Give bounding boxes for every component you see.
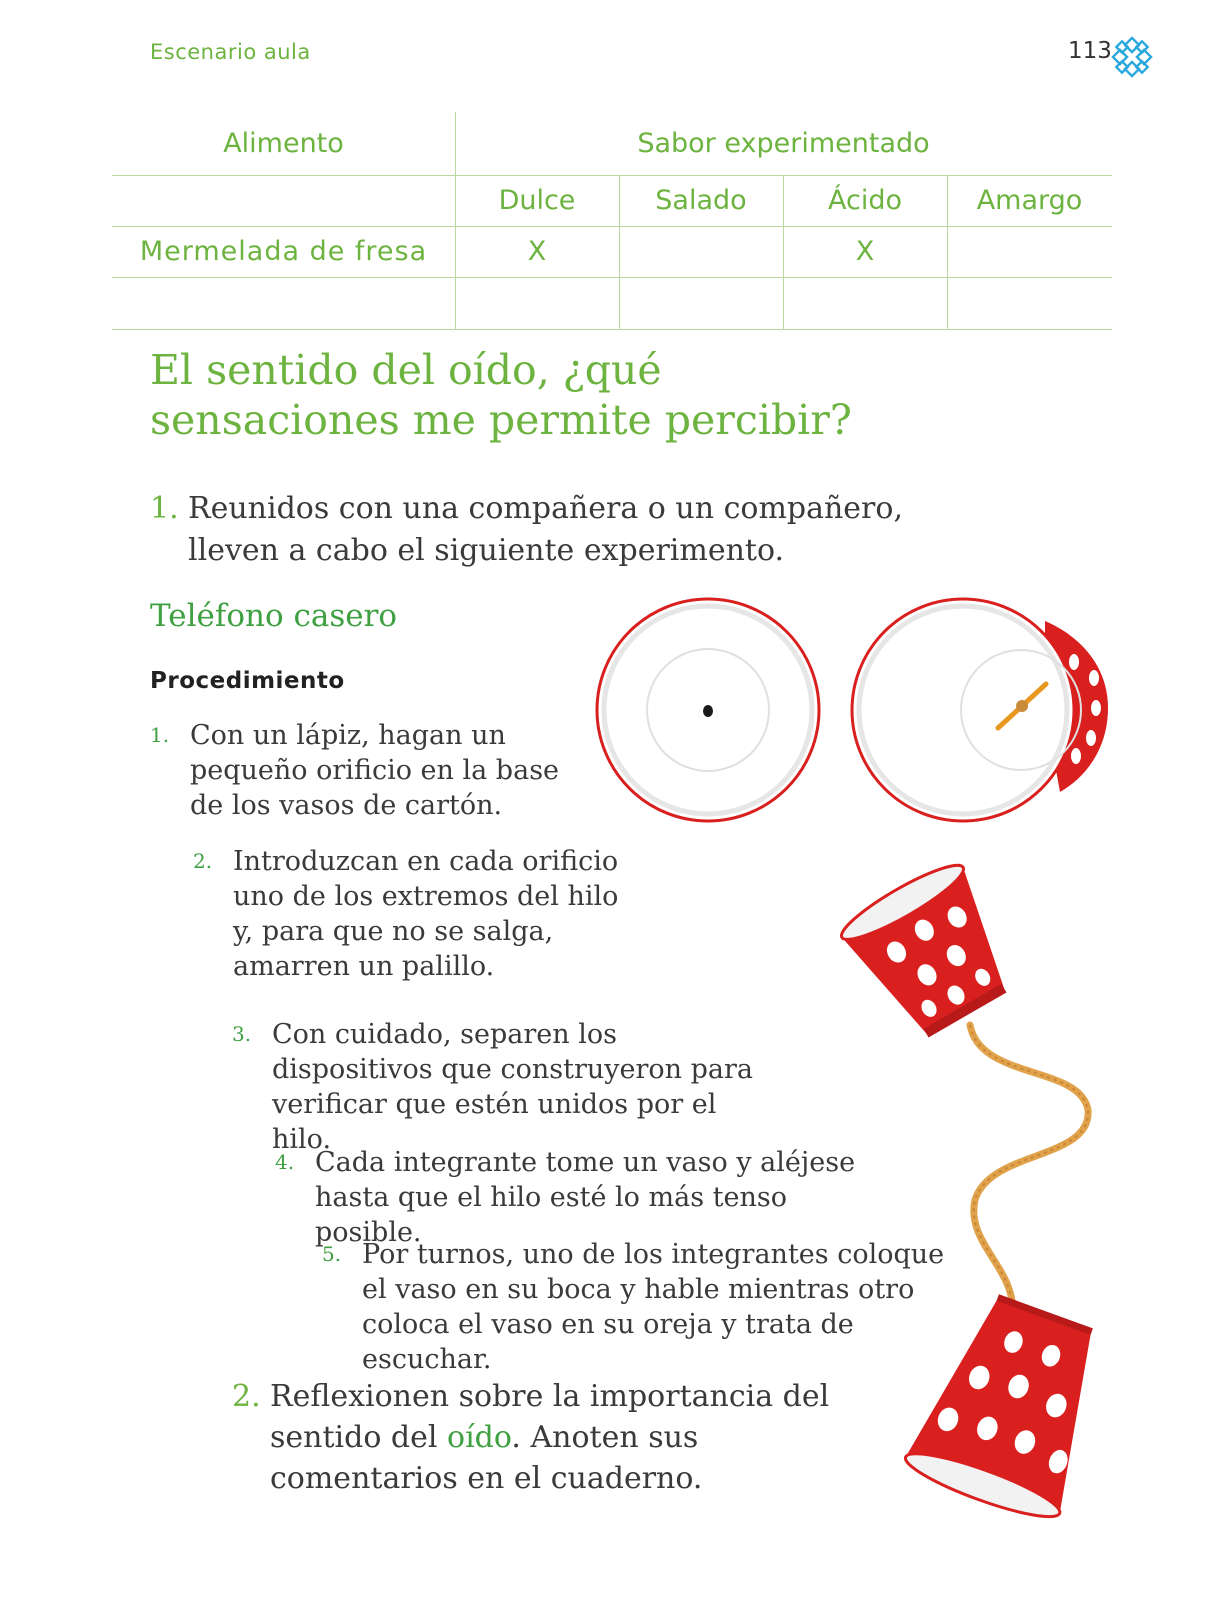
cup-toothpick-view-icon (850, 596, 1112, 824)
question-2 (232, 1376, 852, 1496)
step-text: Introduzcan en cada orificio uno de los extremos del hilo y, para que no se salga, amarren un palillo. (233, 846, 619, 982)
flavor-sour: Ácido (828, 185, 902, 216)
step-number: 1. (150, 723, 170, 747)
step-text: Con cuidado, separen los dispositivos que construyeron para verificar que estén unidos por el hilo. (272, 1019, 753, 1155)
question-2-text-before: Reflexionen sobre la importancia del sentido del (270, 1379, 830, 1455)
question-2-text-after: . Anoten sus comentarios en el cuaderno. (270, 1420, 703, 1496)
question-1-number: 1. (150, 491, 179, 526)
flavor-salty: Salado (655, 185, 747, 216)
mark-sour: X (855, 236, 875, 267)
step-number: 4. (275, 1150, 295, 1174)
string-telephone-icon (830, 850, 1120, 1540)
question-1-text: Reunidos con una compañera o un compañero, lleven a cabo el siguiente experimento. (188, 491, 903, 568)
scenario-label: Escenario aula (150, 40, 311, 64)
mark-sweet: X (527, 236, 547, 267)
flavor-table (112, 112, 1112, 330)
flavor-sweet: Dulce (498, 185, 576, 216)
step-number: 5. (322, 1242, 342, 1266)
step-number: 3. (232, 1022, 252, 1046)
cup-top-view-hole-icon (594, 596, 822, 824)
step-number: 2. (193, 849, 213, 873)
header-food: Alimento (223, 128, 344, 159)
step-text: Por turnos, uno de los integrantes coloque el vaso en su boca y hable mientras otro coloca el vaso en su oreja y trata de escuchar. (362, 1239, 945, 1375)
procedure-label: Procedimiento (150, 668, 345, 694)
flavor-bitter: Amargo (976, 185, 1083, 216)
question-2-number: 2. (232, 1379, 261, 1414)
question-2-highlight: oído (447, 1420, 512, 1455)
question-1 (150, 488, 930, 568)
header-flavor: Sabor experimentado (637, 128, 930, 159)
page-number: 113 (1068, 38, 1112, 64)
section-title: El sentido del oído, ¿qué sensaciones me permite percibir? (150, 346, 852, 444)
row-food: Mermelada de fresa (139, 236, 428, 267)
step-text: Cada integrante tome un vaso y aléjese hasta que el hilo esté lo más tenso posible. (315, 1147, 856, 1248)
step-text: Con un lápiz, hagan un pequeño orificio en la base de los vasos de cartón. (190, 720, 560, 821)
snowflake-logo-icon (1113, 38, 1151, 76)
experiment-title: Teléfono casero (150, 598, 398, 634)
question-2-text (270, 1376, 850, 1499)
